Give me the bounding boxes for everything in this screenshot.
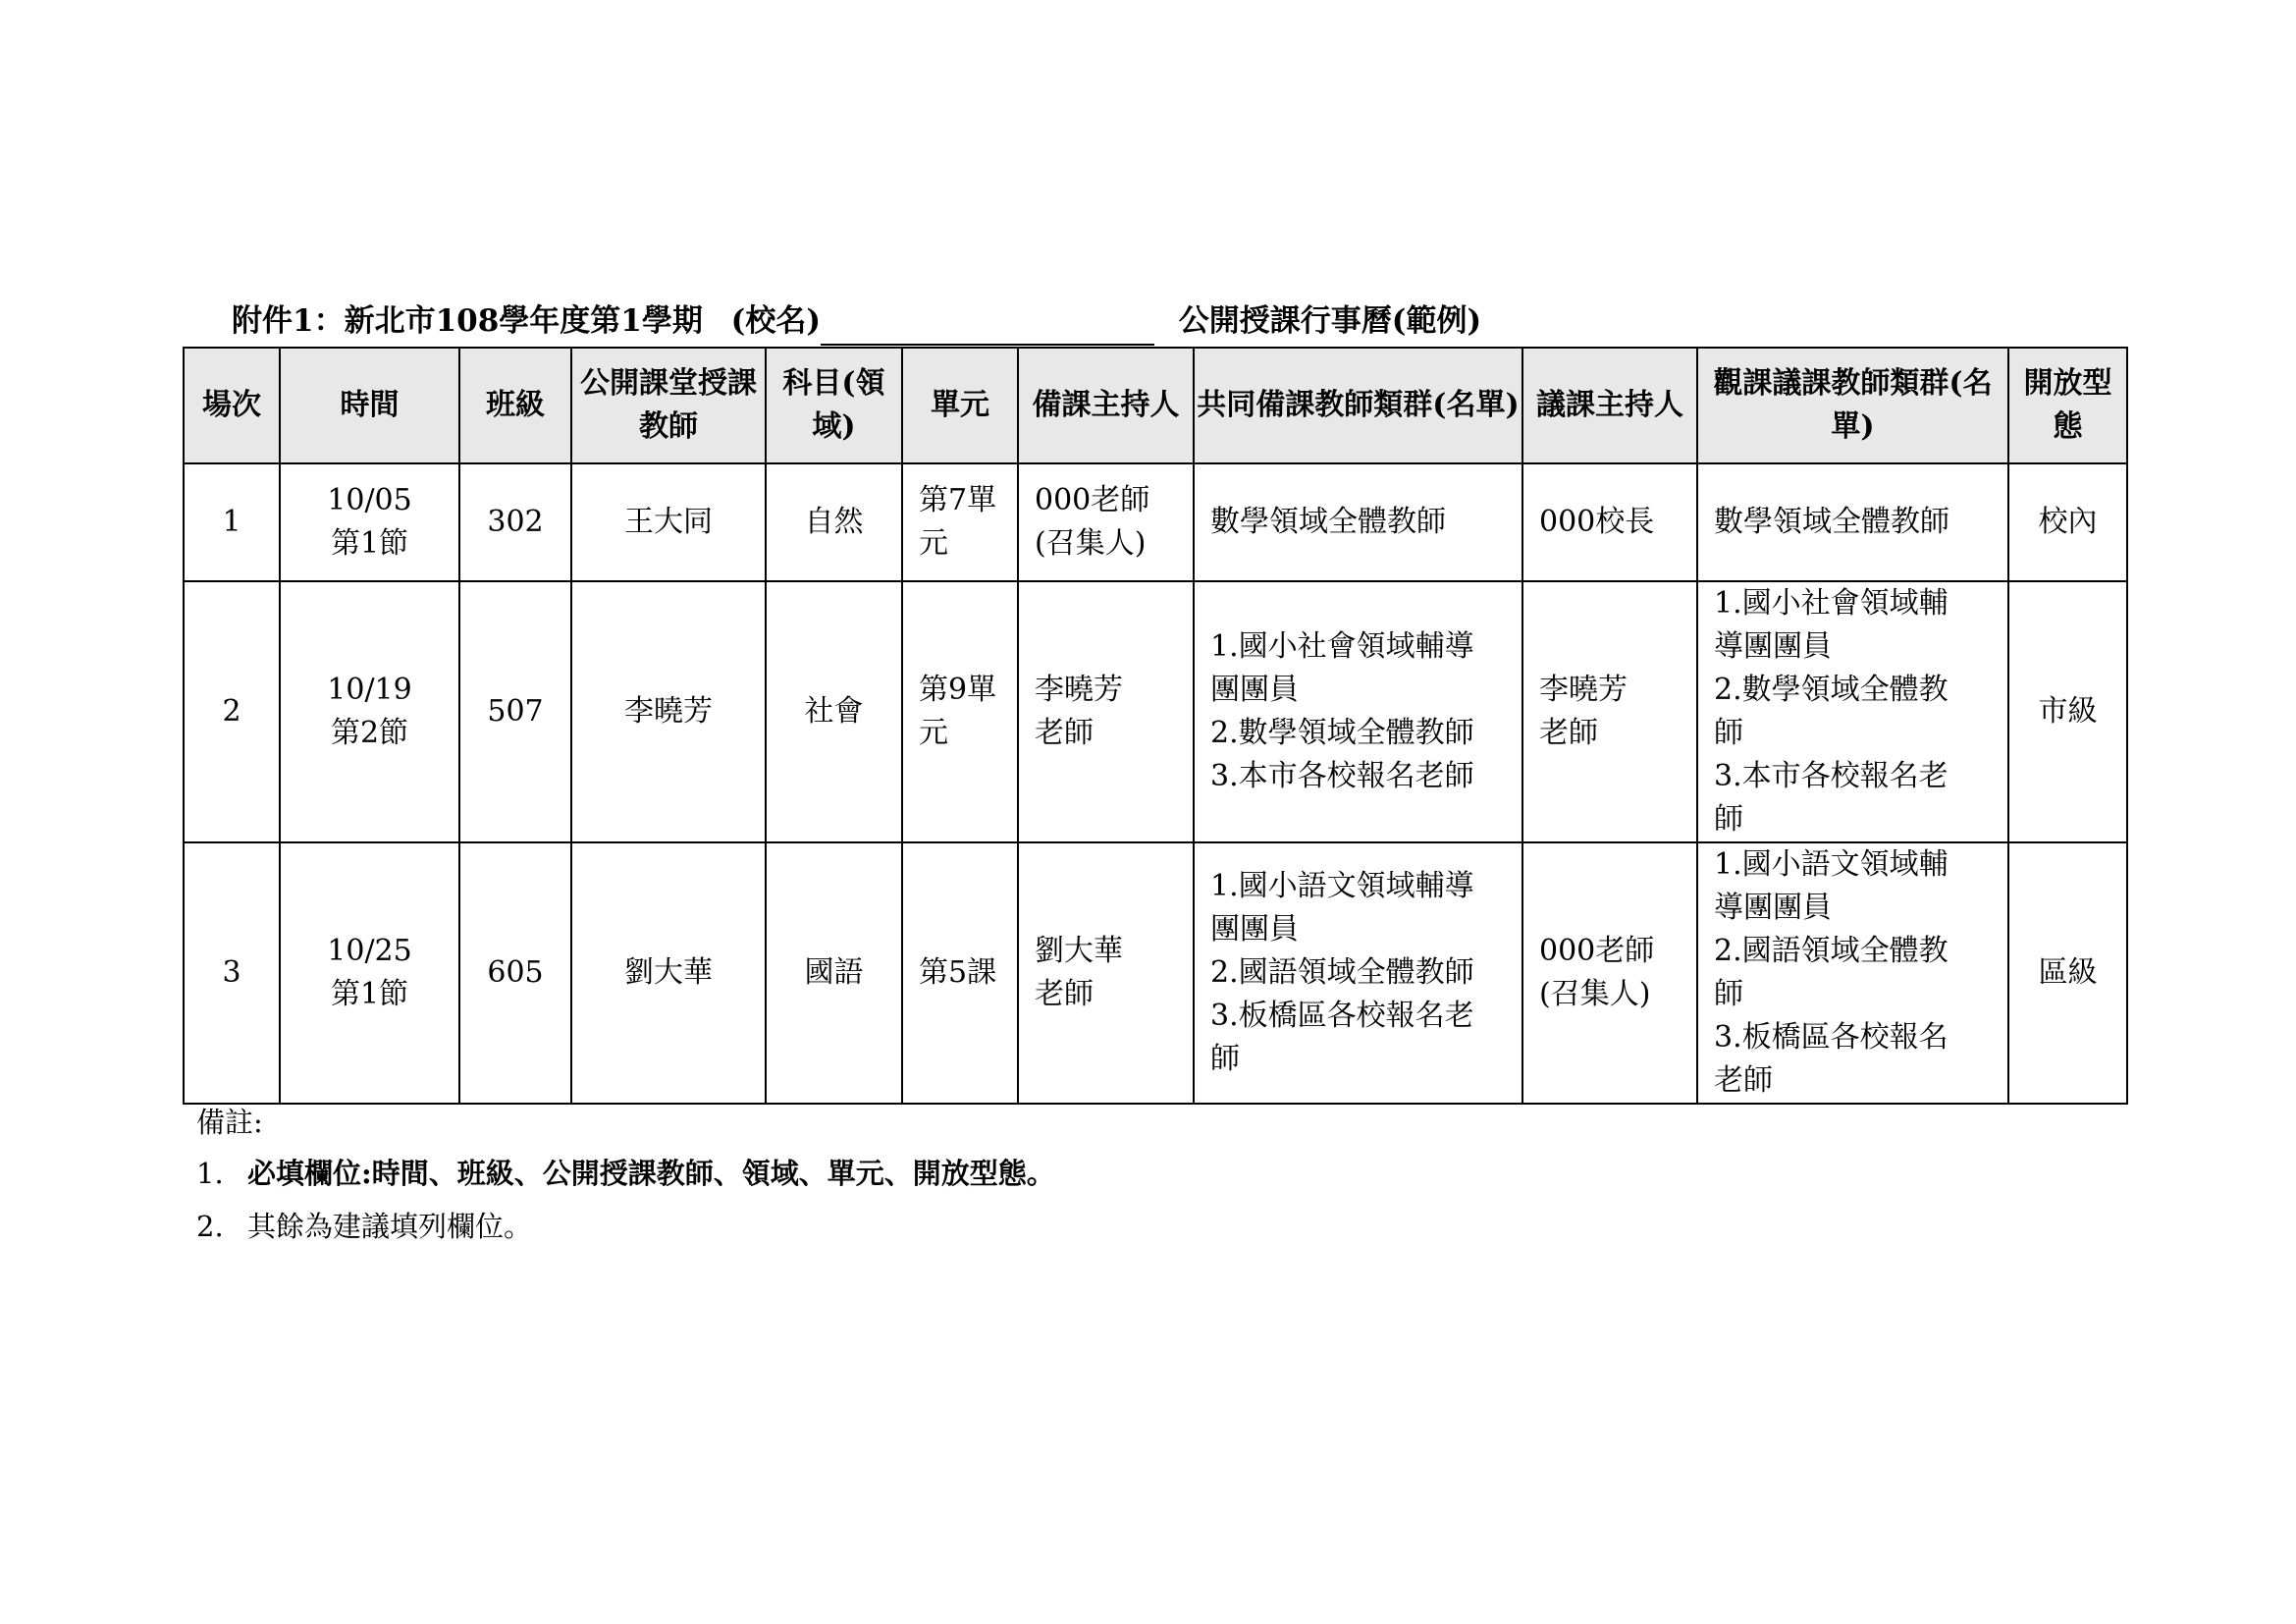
cell-prep-host: 李曉芳 老師	[1018, 581, 1194, 842]
cell-open-type: 區級	[2008, 842, 2127, 1104]
table-row	[184, 581, 2127, 842]
cell-teacher: 李曉芳	[571, 581, 766, 842]
note-item	[196, 1200, 1055, 1253]
header-unit: 單元	[902, 348, 1018, 463]
header-observers: 觀課議課教師類群(名單)	[1697, 348, 2008, 463]
cell-observers: 1.國小語文領域輔 導團團員 2.國語領域全體教 師 3.板橋區各校報名 老師	[1697, 842, 2008, 1104]
cell-subject: 自然	[766, 463, 902, 581]
cell-prep-host: 000老師 (召集人)	[1018, 463, 1194, 581]
cell-discuss-host: 000老師 (召集人)	[1522, 842, 1697, 1104]
cell-open-type: 市級	[2008, 581, 2127, 842]
header-discuss-host: 議課主持人	[1522, 348, 1697, 463]
cell-teacher: 劉大華	[571, 842, 766, 1104]
table-row	[184, 842, 2127, 1104]
header-teacher: 公開課堂授課教師	[571, 348, 766, 463]
open-class-calendar-table	[183, 347, 2128, 1105]
cell-class: 302	[459, 463, 571, 581]
header-session: 場次	[184, 348, 280, 463]
header-class: 班級	[459, 348, 571, 463]
header-open-type: 開放型態	[2008, 348, 2127, 463]
cell-time: 10/25 第1節	[280, 842, 459, 1104]
notes-section	[196, 1098, 1055, 1253]
table-row	[184, 463, 2127, 581]
cell-observers: 1.國小社會領域輔 導團團員 2.數學領域全體教 師 3.本市各校報名老 師	[1697, 581, 2008, 842]
cell-teacher: 王大同	[571, 463, 766, 581]
note-number: 1.	[196, 1157, 224, 1190]
cell-co-prep: 數學領域全體教師	[1194, 463, 1522, 581]
note-text: 必填欄位:時間、班級、公開授課教師、領域、單元、開放型態。	[247, 1157, 1055, 1190]
document-title	[232, 297, 1481, 346]
table-header-row	[184, 348, 2127, 463]
school-name-blank	[821, 308, 1154, 346]
cell-unit: 第5課	[902, 842, 1018, 1104]
cell-session: 1	[184, 463, 280, 581]
cell-subject: 國語	[766, 842, 902, 1104]
cell-time: 10/19 第2節	[280, 581, 459, 842]
note-text: 其餘為建議填列欄位。	[247, 1210, 533, 1243]
cell-time: 10/05 第1節	[280, 463, 459, 581]
school-name-placeholder: (校名)	[730, 303, 821, 339]
cell-co-prep: 1.國小語文領域輔導 團團員 2.國語領域全體教師 3.板橋區各校報名老 師	[1194, 842, 1522, 1104]
title-prefix: 附件1：新北市108學年度第1學期	[232, 303, 703, 339]
cell-class: 605	[459, 842, 571, 1104]
cell-co-prep: 1.國小社會領域輔導 團團員 2.數學領域全體教師 3.本市各校報名老師	[1194, 581, 1522, 842]
header-time: 時間	[280, 348, 459, 463]
header-subject: 科目(領域)	[766, 348, 902, 463]
note-item	[196, 1147, 1055, 1200]
cell-prep-host: 劉大華 老師	[1018, 842, 1194, 1104]
cell-class: 507	[459, 581, 571, 842]
cell-unit: 第9單 元	[902, 581, 1018, 842]
header-co-prep: 共同備課教師類群(名單)	[1194, 348, 1522, 463]
header-prep-host: 備課主持人	[1018, 348, 1194, 463]
cell-session: 2	[184, 581, 280, 842]
notes-header: 備註:	[196, 1106, 263, 1139]
cell-subject: 社會	[766, 581, 902, 842]
cell-open-type: 校內	[2008, 463, 2127, 581]
cell-discuss-host: 000校長	[1522, 463, 1697, 581]
cell-observers: 數學領域全體教師	[1697, 463, 2008, 581]
cell-discuss-host: 李曉芳 老師	[1522, 581, 1697, 842]
cell-session: 3	[184, 842, 280, 1104]
title-suffix: 公開授課行事曆(範例)	[1178, 303, 1482, 339]
cell-unit: 第7單 元	[902, 463, 1018, 581]
note-number: 2.	[196, 1210, 224, 1243]
